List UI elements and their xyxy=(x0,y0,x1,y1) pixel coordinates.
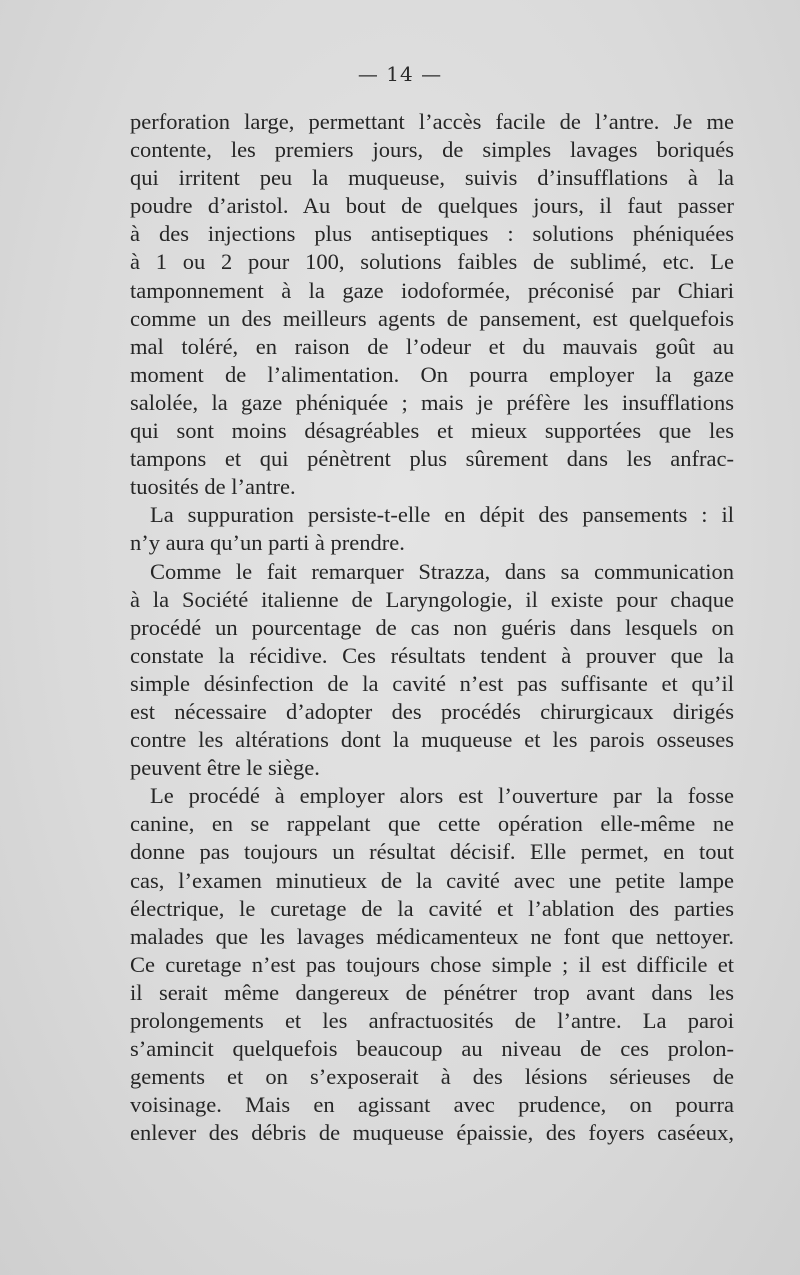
text-line: contre les altérations dont la muqueuse et les parois osseuses xyxy=(130,727,734,753)
text-line: salolée, la gaze phéniquée ; mais je préfère les insufflations xyxy=(130,389,734,415)
text-line: enlever des débris de muqueuse épaissie, des foyers caséeux, xyxy=(130,1120,734,1146)
text-line: tampons et qui pénètrent plus sûrement dans les anfrac- xyxy=(130,446,734,472)
text-line: canine, en se rappelant que cette opération elle-même ne xyxy=(130,811,734,837)
text-line: cas, l’examen minutieux de la cavité avec une petite lampe xyxy=(130,867,734,893)
text-line: Le procédé à employer alors est l’ouverture par la fosse xyxy=(150,783,734,809)
text-line: peuvent être le siège. xyxy=(130,755,320,781)
text-line: prolongements et les anfractuosités de l’antre. La paroi xyxy=(130,1008,734,1033)
text-line: comme un des meilleurs agents de pansement, est quelquefois xyxy=(130,305,734,331)
text-line: contente, les premiers jours, de simples lavages boriqués xyxy=(130,137,734,163)
text-line: voisinage. Mais en agissant avec prudence, on pourra xyxy=(130,1092,734,1118)
text-line: mal toléré, en raison de l’odeur et du mauvais goût au xyxy=(130,333,734,359)
text-line: électrique, le curetage de la cavité et l’ablation des parties xyxy=(130,895,734,921)
text-line: à la Société italienne de Laryngologie, il existe pour chaque xyxy=(130,586,734,612)
text-line: n’y aura qu’un parti à prendre. xyxy=(130,530,405,556)
text-line: est nécessaire d’adopter des procédés chirurgicaux dirigés xyxy=(130,698,734,724)
text-line: donne pas toujours un résultat décisif. Elle permet, en tout xyxy=(130,839,734,865)
text-line: qui sont moins désagréables et mieux supportées que les xyxy=(130,418,734,444)
paragraph xyxy=(130,108,734,501)
text-line: perforation large, permettant l’accès facile de l’antre. Je me xyxy=(130,109,734,134)
text-line: tamponnement à la gaze iodoformée, préconisé par Chiari xyxy=(130,277,734,303)
text-line: à des injections plus antiseptiques : solutions phéniquées xyxy=(130,221,734,247)
text-line: La suppuration persiste-t-elle en dépit des pansements : il xyxy=(150,502,734,528)
page-number: — 14 — xyxy=(357,62,443,86)
text-line: simple désinfection de la cavité n’est pas suffisante et qu’il xyxy=(130,670,734,696)
text-line: qui irritent peu la muqueuse, suivis d’insufflations à la xyxy=(130,165,734,191)
text-line: s’amincit quelquefois beaucoup au niveau de ces prolon- xyxy=(130,1036,734,1062)
text-line: moment de l’alimentation. On pourra employer la gaze xyxy=(130,361,734,387)
text-line: gements et on s’exposerait à des lésions sérieuses de xyxy=(130,1064,734,1090)
text-line: Comme le fait remarquer Strazza, dans sa communication xyxy=(150,558,734,584)
text-line: Ce curetage n’est pas toujours chose simple ; il est difficile et xyxy=(130,951,734,977)
body-text xyxy=(130,108,734,1147)
paragraph xyxy=(130,501,734,557)
text-line: à 1 ou 2 pour 100, solutions faibles de sublimé, etc. Le xyxy=(130,249,734,275)
paragraph xyxy=(130,558,734,783)
text-line: constate la récidive. Ces résultats tendent à prouver que la xyxy=(130,642,734,668)
text-line: procédé un pourcentage de cas non guéris dans lesquels on xyxy=(130,614,734,640)
text-line: poudre d’aristol. Au bout de quelques jours, il faut passer xyxy=(130,193,734,219)
paragraph xyxy=(130,782,734,1147)
text-line: malades que les lavages médicamenteux ne font que nettoyer. xyxy=(130,923,734,949)
text-line: il serait même dangereux de pénétrer trop avant dans les xyxy=(130,979,734,1005)
text-line: tuosités de l’antre. xyxy=(130,474,296,500)
